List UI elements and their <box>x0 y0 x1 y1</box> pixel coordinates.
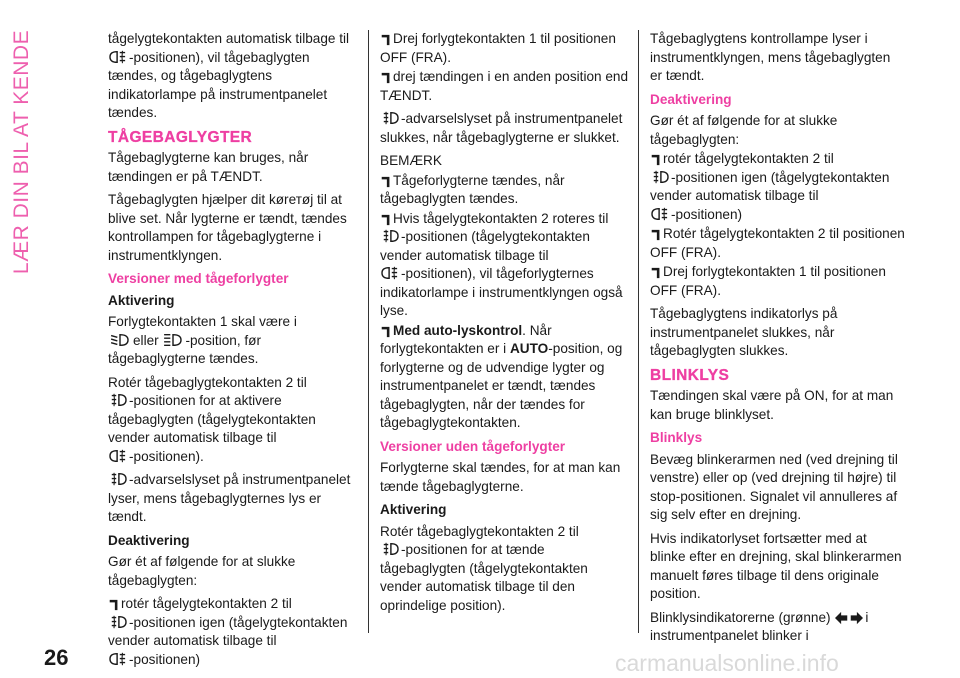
paragraph: Tågebaglygten hjælper dit kørетøj til at blive set. Når lygterne er tændt, tændes kontrollampen for tågebaglygterne i instrumentklyngen. <box>108 192 347 263</box>
arrow-bullet-icon <box>380 72 392 84</box>
fog-light-icon <box>108 651 128 667</box>
paragraph: Gør ét af følgende for at slukke tågebaglygten: <box>108 554 296 588</box>
bullet-item: rotér tågelygtekontakten 2 til -positionen igen (tågelygtekontakten vender automatisk tilbage til -positionen) <box>650 151 890 222</box>
subheading-blink: Blinklys <box>650 430 703 445</box>
arrow-bullet-icon <box>650 229 662 241</box>
paragraph: Bevæg blinkerarmen ned (ved drejning til venstre) eller op (ved drejning til højre) til stop-positionen. Signalet vil annulleres af sig selv efter en drejning. <box>650 451 898 522</box>
bullet-item: Hvis tågelygtekontakten 2 roteres til -positionen (tågelygtekontakten vender automatisk tilbage til -positionen), vil tågeforlygternes indikatorlampe i instrumentklyngen også lyse. <box>380 210 623 318</box>
main-beam-icon <box>162 332 184 348</box>
bullet-item: drej tændingen i en anden position end TÆNDT. <box>380 69 629 103</box>
section-heading-blink: BLINKLYS <box>650 366 730 384</box>
column-divider <box>638 30 639 633</box>
paragraph: Rotér tågebaglygtekontakten 2 til -positionen for at aktivere tågebaglygten (tågelygtekontakten vender automatisk tilbage til -positionen). <box>108 374 316 464</box>
paragraph: Rotér tågebaglygtekontakten 2 til -positionen for at tænde tågebaglygten (tågelygtekontakten vender automatisk tilbage til den oprindelige position). <box>380 523 588 613</box>
rear-fog-light-icon <box>108 471 128 487</box>
paragraph: -advarselslyset på instrumentpanelet slukkes, når tågebaglygterne er slukket. <box>380 111 623 145</box>
heading-activation: Aktivering <box>380 502 447 517</box>
paragraph: Tågebaglygtens kontrollampe lyser i instrumentklyngen, mens tågebaglygten er tændt. <box>650 31 891 83</box>
fog-light-icon <box>380 265 400 281</box>
rear-fog-light-icon <box>380 228 400 244</box>
fog-light-icon <box>108 49 128 65</box>
arrow-bullet-icon <box>380 176 392 188</box>
paragraph: tågelygtekontakten automatisk tilbage til -positionen), vil tågebaglygten tændes, og tågebaglygtens indikatorlampe på instrumentpanelet tændes. <box>108 31 350 120</box>
paragraph: Blinklysindikatorerne (grønne) i instrumentpanelet blinker i <box>650 609 869 643</box>
rear-fog-light-icon <box>108 614 128 630</box>
bullet-item: rotér tågelygtekontakten 2 til -positionen igen (tågelygtekontakten vender automatisk tilbage til -positionen) <box>108 596 348 667</box>
arrow-bullet-icon <box>380 214 392 226</box>
subheading-without-fog: Versioner uden tågeforlygter <box>380 438 566 454</box>
paragraph: Gør ét af følgende for at slukke tågebaglygten: <box>650 113 838 147</box>
paragraph: Tågebaglygtens indikatorlys på instrumentpanelet slukkes, når tågebaglygten slukkes. <box>650 306 838 358</box>
paragraph: Forlygterne skal tændes, for at man kan tænde tågebaglygterne. <box>380 460 621 494</box>
dipped-beam-icon <box>108 332 132 348</box>
rear-fog-light-icon <box>108 392 128 408</box>
column-divider <box>368 30 369 633</box>
note-label: BEMÆRK <box>380 153 442 168</box>
section-heading-fog: TÅGEBAGLYGTER <box>108 128 253 146</box>
rear-fog-light-icon <box>380 541 400 557</box>
arrow-bullet-icon <box>380 326 392 338</box>
fog-light-icon <box>650 206 670 222</box>
paragraph: Forlygtekontakten 1 skal være i eller -position, før tågebaglygterne tændes. <box>108 314 297 366</box>
bullet-item: Drej forlygtekontakten 1 til positionen OFF (FRA). <box>650 264 886 298</box>
heading-activation: Aktivering <box>108 292 175 308</box>
paragraph: Hvis indikatorlyset fortsætter med at blinke efter en drejning, skal blinkerarmen manuelt føres tilbage til dens originale position. <box>650 530 902 601</box>
text-column-2 <box>380 30 632 620</box>
subheading-with-fog: Versioner med tågeforlygter <box>108 271 289 286</box>
arrow-bullet-icon <box>380 34 392 46</box>
paragraph: Tændingen skal være på ON, for at man kan bruge blinklyset. <box>650 388 894 422</box>
arrow-bullet-icon <box>650 154 662 166</box>
bullet-item: Rotér tågelygtekontakten 2 til positionen OFF (FRA). <box>650 226 905 260</box>
text-column-3 <box>650 30 905 651</box>
rear-fog-light-icon <box>380 110 400 126</box>
page-number: 26 <box>44 645 69 670</box>
heading-deactivation: Deaktivering <box>650 91 732 107</box>
bullet-item: Tågeforlygterne tændes, når tågebaglygten tændes. <box>380 172 565 206</box>
turn-signal-icon <box>834 611 864 625</box>
bullet-item: Med auto-lyskontrol. Når forlygtekontakten er i AUTO-position, og forlygterne og de udvendige lygter og instrumentpanelet er tændt, tændes tågebaglygten, når der tændes for tågebaglygtekontakten. <box>380 322 623 430</box>
fog-light-icon <box>108 448 128 464</box>
arrow-bullet-icon <box>650 267 662 279</box>
arrow-bullet-icon <box>108 599 120 611</box>
rear-fog-light-icon <box>650 169 670 185</box>
paragraph: Tågebaglygterne kan bruges, når tændingen er på TÆNDT. <box>108 150 309 184</box>
heading-deactivation: Deaktivering <box>108 532 190 548</box>
paragraph: -advarselslyset på instrumentpanelet lyser, mens tågebaglygternes lys er tændt. <box>108 472 351 524</box>
text-column-1 <box>108 30 358 669</box>
bullet-item: Drej forlygtekontakten 1 til positionen OFF (FRA). <box>380 31 616 65</box>
chapter-side-title: LÆR DIN BIL AT KENDE <box>10 29 33 275</box>
watermark: carmanualsonline.info <box>615 650 839 676</box>
